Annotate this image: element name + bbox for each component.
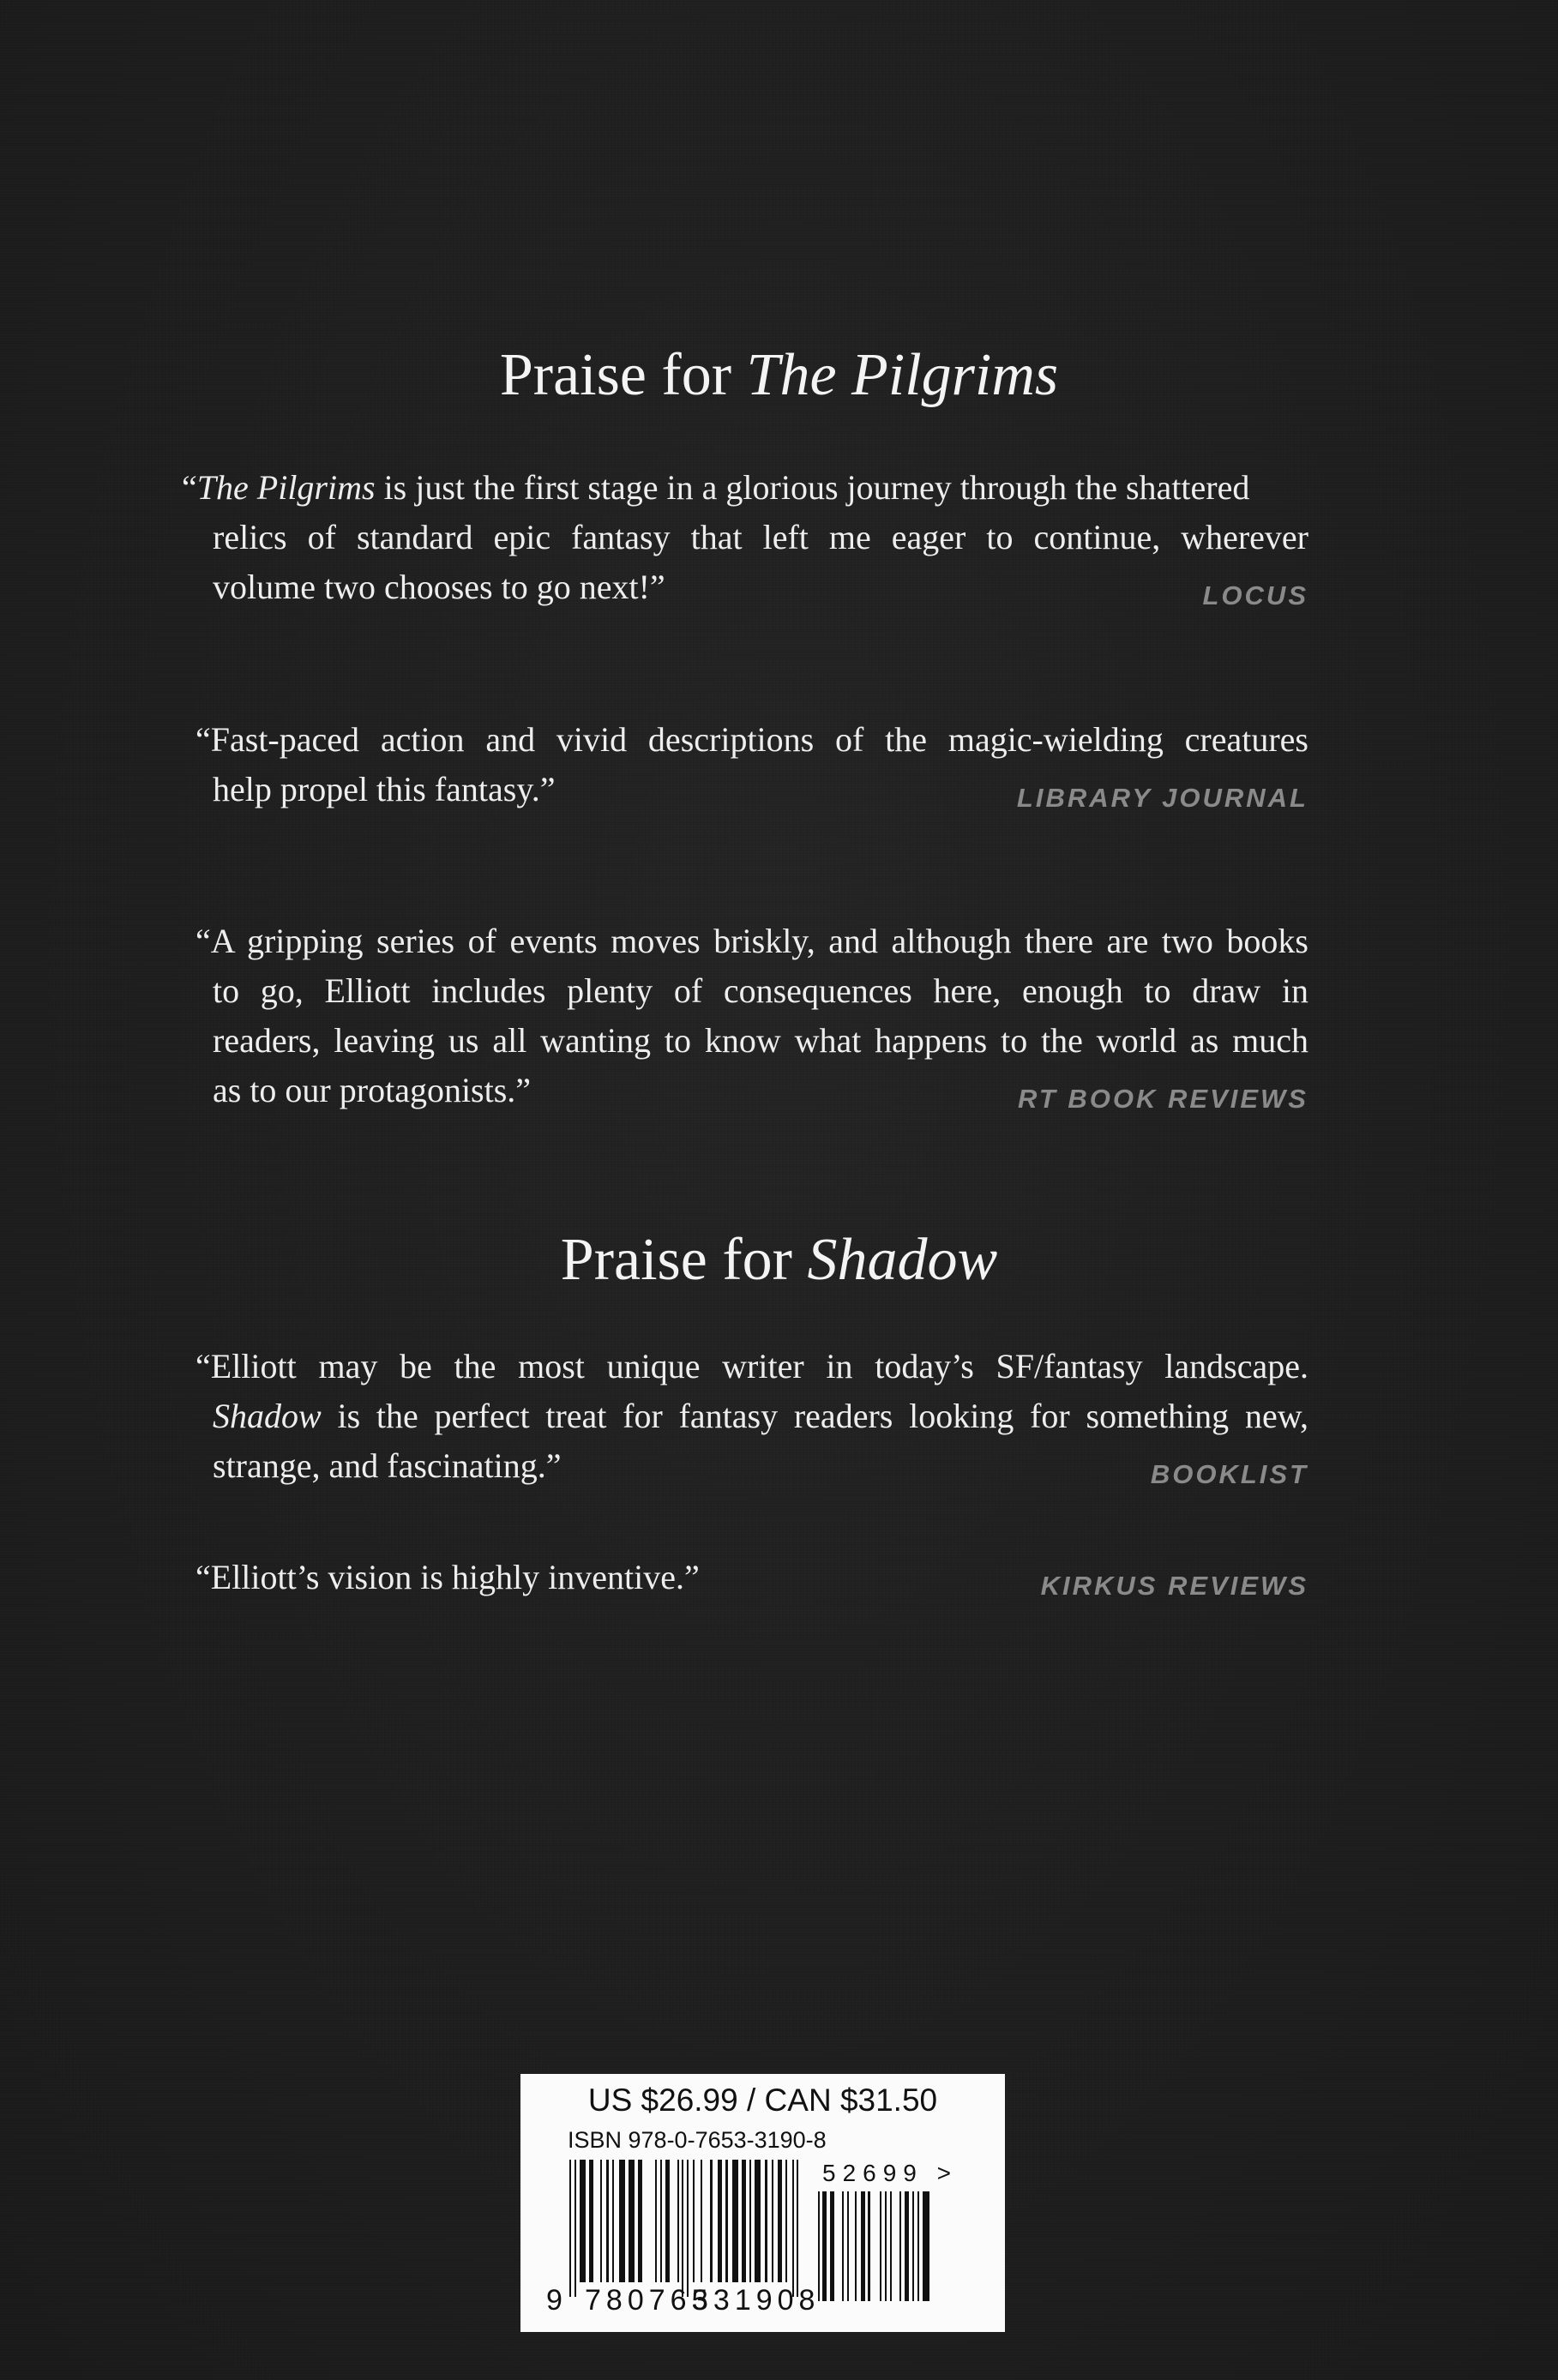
- quote-line: to go, Elliott includes plenty of consequences here, enough to draw in: [213, 971, 1308, 1010]
- review-quote-locus: [182, 463, 1308, 612]
- quote-line: Shadow is the perfect treat for fantasy readers looking for something new,: [213, 1397, 1308, 1435]
- review-source: KIRKUS REVIEWS: [1040, 1571, 1308, 1601]
- heading-book-title: Shadow: [807, 1227, 998, 1293]
- review-source: RT BOOK REVIEWS: [1018, 1084, 1308, 1114]
- review-source: LIBRARY JOURNAL: [1016, 783, 1308, 813]
- review-source: LOCUS: [1202, 580, 1308, 610]
- addon-barcode-icon: [816, 2191, 932, 2301]
- quote-line: “A gripping series of events moves briskly, and although there are two books: [196, 922, 1308, 960]
- ean-first-digit: 9: [546, 2284, 568, 2317]
- quote-book-title: Shadow: [213, 1397, 322, 1435]
- section-heading-shadow: [0, 1226, 1558, 1295]
- section-heading-pilgrims: [0, 341, 1558, 410]
- addon-price-code: 52699 >: [822, 2160, 958, 2186]
- review-quote-library-journal: [196, 715, 1308, 814]
- review-quote-rt-book-reviews: [196, 917, 1308, 1115]
- quote-line: “Elliott’s vision is highly inventive.” KIRKUS REVIEWS: [196, 1553, 1308, 1602]
- heading-prefix: Praise for: [560, 1227, 808, 1293]
- quote-book-title: The Pilgrims: [196, 468, 376, 507]
- quote-line: readers, leaving us all wanting to know what happens to the world as much: [213, 1021, 1308, 1060]
- price-text: US $26.99 / CAN $31.50: [587, 2082, 938, 2118]
- quote-line: strange, and fascinating.” BOOKLIST: [196, 1441, 1308, 1491]
- ean-barcode-icon: [568, 2160, 799, 2297]
- quote-line: “Elliott may be the most unique writer in today’s SF/fantasy landscape.: [196, 1347, 1308, 1385]
- heading-prefix: Praise for: [499, 342, 747, 408]
- quote-line: as to our protagonists.” RT BOOK REVIEWS: [196, 1066, 1308, 1115]
- heading-book-title: The Pilgrims: [746, 342, 1059, 408]
- review-quote-kirkus: [196, 1553, 1308, 1602]
- isbn-text: ISBN 978-0-7653-3190-8: [568, 2127, 827, 2153]
- quote-line: help propel this fantasy.” LIBRARY JOURNAL: [196, 765, 1308, 814]
- ean-left-digits: 780765: [585, 2284, 713, 2317]
- review-source: BOOKLIST: [1150, 1459, 1308, 1489]
- barcode-label: [520, 2074, 1005, 2332]
- quote-line: volume two chooses to go next!” LOCUS: [182, 562, 1308, 612]
- quote-line: “The Pilgrims is just the first stage in a glorious journey through the shattered: [182, 468, 1250, 507]
- ean-right-digits: 331908: [692, 2284, 821, 2317]
- quote-line: relics of standard epic fantasy that left me eager to continue, wherever: [213, 518, 1308, 556]
- quote-line: “Fast-paced action and vivid descriptions of the magic-wielding creatures: [196, 720, 1308, 759]
- review-quote-booklist: [196, 1342, 1308, 1491]
